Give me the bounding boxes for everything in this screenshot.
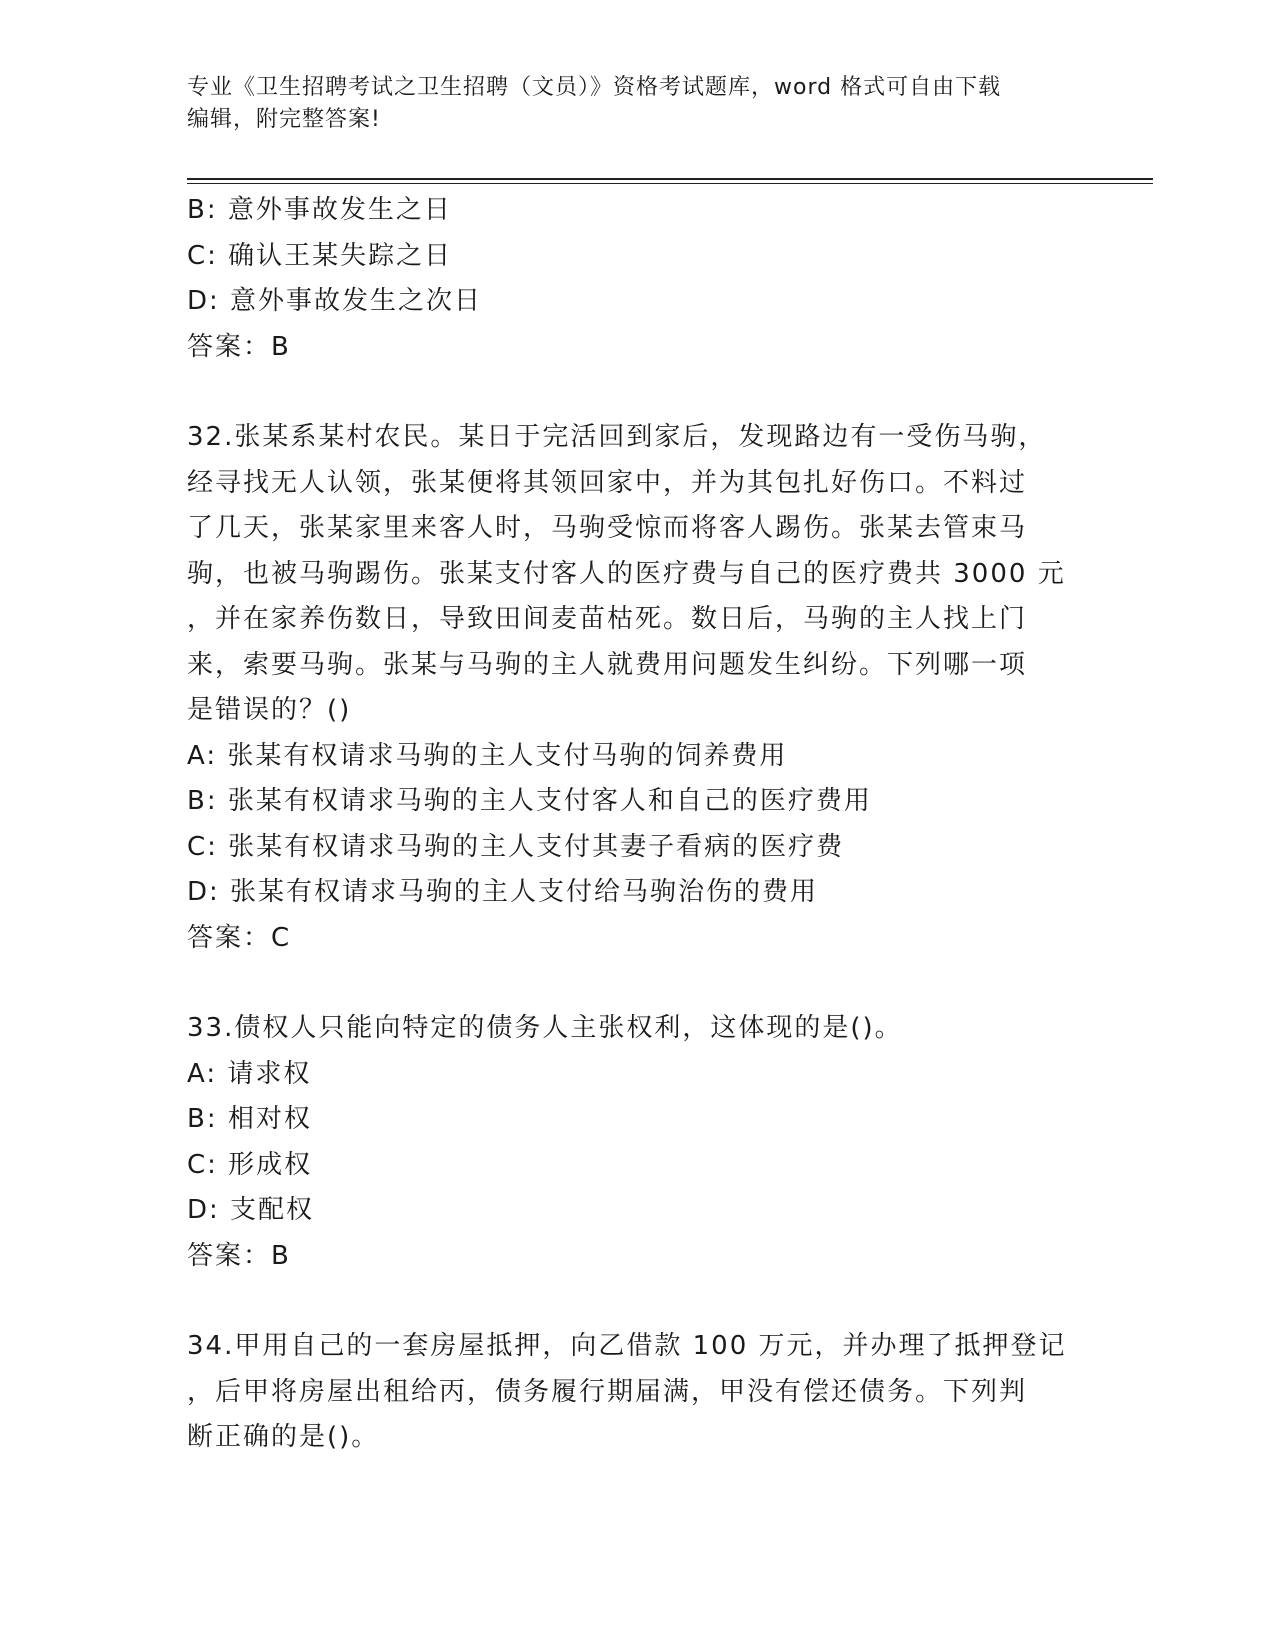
q32-stem-line: 了几天，张某家里来客人时，马驹受惊而将客人踢伤。张某去管束马 — [187, 513, 1028, 543]
q33-option-c: C: 形成权 — [187, 1149, 313, 1180]
q34-stem-line: 断正确的是()。 — [187, 1422, 380, 1452]
q34-stem-line: ，后甲将房屋出租给丙，债务履行期届满，甲没有偿还债务。下列判 — [187, 1376, 1028, 1407]
header-rule-thick — [187, 178, 1153, 180]
q31-option-b: B: 意外事故发生之日 — [187, 195, 452, 225]
q32-option-a: A: 张某有权请求马驹的主人支付马驹的饲养费用 — [187, 740, 788, 771]
spacer — [187, 370, 1087, 415]
q32-option-d: D: 张某有权请求马驹的主人支付给马驹治伤的费用 — [187, 877, 819, 907]
header-rule-thin — [187, 183, 1153, 184]
q33-option-a: A: 请求权 — [187, 1058, 312, 1089]
question-content — [187, 188, 1087, 1461]
q32-stem-line: ，并在家养伤数日，导致田间麦苗枯死。数日后，马驹的主人找上门 — [187, 604, 1028, 634]
q34-stem-line: 34.甲用自己的一套房屋抵押，向乙借款 100 万元，并办理了抵押登记 — [187, 1331, 1067, 1361]
q32-stem-line: 32.张某系某村农民。某日于完活回到家后，发现路边有一受伤马驹， — [187, 422, 1047, 452]
q33-stem-line: 33.债权人只能向特定的债务人主张权利，这体现的是()。 — [187, 1013, 903, 1043]
spacer — [187, 961, 1087, 1006]
q32-stem-line: 来，索要马驹。张某与马驹的主人就费用问题发生纠纷。下列哪一项 — [187, 649, 1028, 680]
q32-answer: 答案：C — [187, 922, 292, 953]
q33-option-d: D: 支配权 — [187, 1195, 315, 1225]
q31-answer: 答案：B — [187, 331, 291, 362]
q32-option-c: C: 张某有权请求马驹的主人支付其妻子看病的医疗费 — [187, 831, 845, 862]
document-header — [187, 72, 1087, 136]
q32-stem-line: 经寻找无人认领，张某便将其领回家中，并为其包扎好伤口。不料过 — [187, 467, 1028, 498]
q32-stem-line: 是错误的？() — [187, 695, 352, 725]
header-line-2: 编辑，附完整答案! — [187, 107, 381, 132]
q33-option-b: B: 相对权 — [187, 1104, 312, 1134]
header-line-1: 专业《卫生招聘考试之卫生招聘（文员）》资格考试题库，word 格式可自由下载 — [187, 75, 1002, 100]
q31-option-c: C: 确认王某失踪之日 — [187, 240, 453, 271]
q33-answer: 答案：B — [187, 1240, 291, 1271]
q31-option-d: D: 意外事故发生之次日 — [187, 286, 483, 316]
q32-option-b: B: 张某有权请求马驹的主人支付客人和自己的医疗费用 — [187, 786, 872, 816]
q32-stem-line: 驹，也被马驹踢伤。张某支付客人的医疗费与自己的医疗费共 3000 元 — [187, 558, 1066, 589]
spacer — [187, 1279, 1087, 1324]
